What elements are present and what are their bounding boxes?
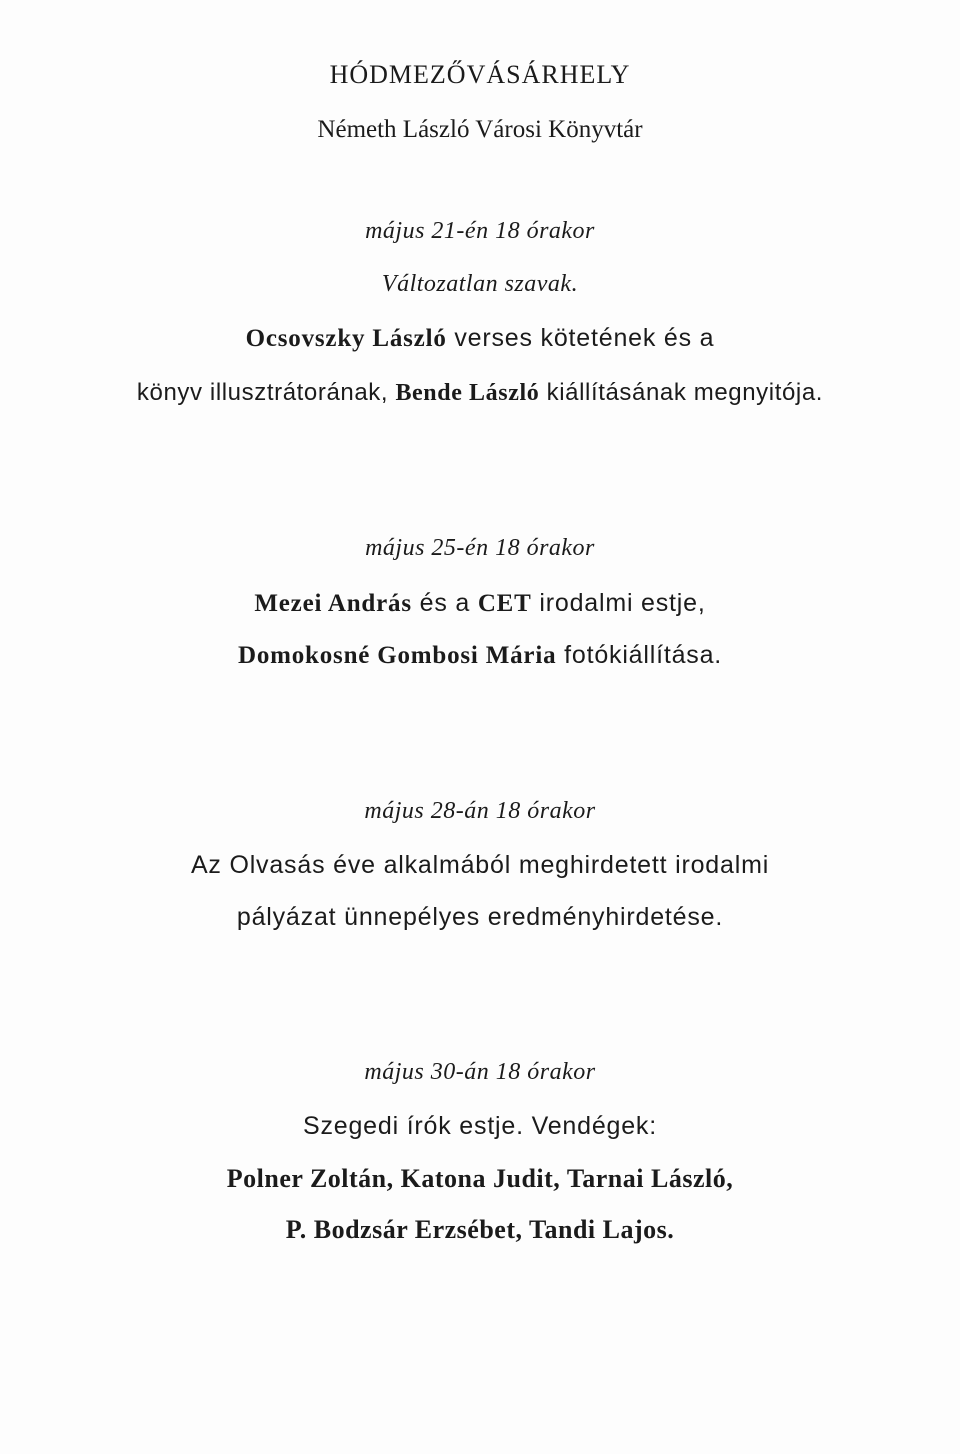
event-4-guests-line-2: P. Bodzsár Erzsébet, Tandi Lajos.: [285, 1215, 675, 1244]
event-1-line-2: [0, 381, 960, 405]
event-3-line-1: Az Olvasás éve alkalmából meghirdetett irodalmi: [190, 851, 770, 879]
event-2-line-2: [0, 643, 960, 668]
library-name: Németh László Városi Könyvtár: [317, 116, 643, 143]
event-2-line-1: [0, 591, 960, 616]
event-2-line-2-end: fotókiállítása.: [556, 641, 723, 669]
event-3-date: május 28-án 18 órakor: [364, 798, 596, 824]
guest-name: Mezei András: [254, 590, 412, 617]
event-2-line-1-end: irodalmi estje,: [531, 589, 706, 617]
event-2-date: május 25-én 18 órakor: [365, 535, 595, 561]
author-name: Ocsovszky László: [245, 325, 447, 352]
city-heading: HÓDMEZŐVÁSÁRHELY: [329, 60, 631, 89]
event-1-line-1: [0, 326, 960, 351]
event-1-title: Változatlan szavak.: [381, 271, 579, 297]
event-1-date: május 21-én 18 órakor: [365, 218, 595, 244]
event-2-connector: és a: [411, 589, 478, 617]
photographer-name: Domokosné Gombosi Mária: [237, 642, 557, 669]
event-1-line-2-end: kiállításának megnyitója.: [539, 379, 824, 406]
journal-name: CET: [477, 590, 532, 617]
event-3-line-2: pályázat ünnepélyes eredményhirdetése.: [236, 903, 724, 931]
event-4-guests-line-1: Polner Zoltán, Katona Judit, Tarnai László,: [226, 1164, 734, 1193]
illustrator-name: Bende László: [395, 380, 540, 406]
event-4-line-1: Szegedi írók estje. Vendégek:: [303, 1112, 657, 1140]
event-1-line-2-start: könyv illusztrátorának,: [136, 379, 396, 406]
event-1-line-1-rest: verses kötetének és a: [446, 324, 715, 352]
event-4-date: május 30-án 18 órakor: [364, 1059, 596, 1085]
